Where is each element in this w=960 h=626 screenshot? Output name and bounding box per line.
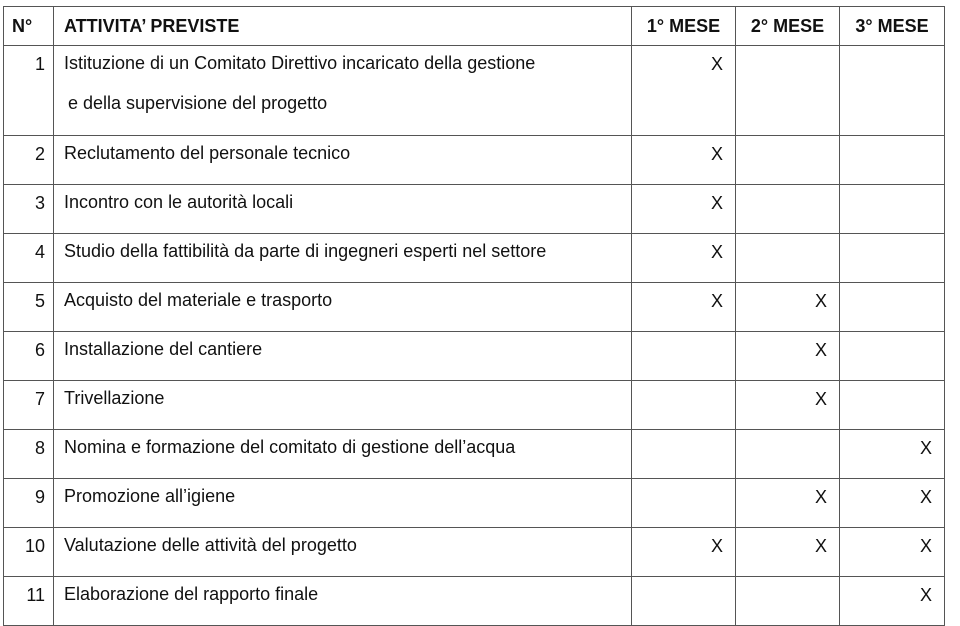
month-2-cell [736,136,840,185]
row-number: 1 [4,46,54,136]
activity-cell [54,528,632,577]
activity-cell [54,577,632,626]
month-3-mark: X [919,438,932,458]
activity-text: Trivellazione [64,388,165,408]
table-row [4,234,945,283]
month-2-cell [736,332,840,381]
table-row [4,46,945,136]
activity-cell [54,479,632,528]
month-2-mark: X [814,291,827,311]
month-1-cell [632,283,736,332]
month-3-cell [840,283,945,332]
month-3-cell [840,136,945,185]
month-1-cell [632,381,736,430]
table-row [4,430,945,479]
activity-text: Reclutamento del personale tecnico [64,143,351,163]
activity-text: Studio della fattibilità da parte di ingegneri esperti nel settore [64,241,547,261]
month-1-cell [632,430,736,479]
table-row [4,381,945,430]
month-2-cell [736,577,840,626]
month-3-cell [840,234,945,283]
month-1-mark: X [710,536,723,556]
activity-text: Istituzione di un Comitato Direttivo incaricato della gestione [64,53,536,73]
row-number: 4 [4,234,54,283]
month-2-cell [736,185,840,234]
month-3-cell [840,332,945,381]
activity-text: Acquisto del materiale e trasporto [64,290,333,310]
header-number: N° [4,7,54,46]
row-number: 10 [4,528,54,577]
activity-cell [54,136,632,185]
activity-schedule-table [3,6,945,626]
table-row [4,136,945,185]
month-2-cell [736,528,840,577]
month-3-cell [840,430,945,479]
activity-text: Nomina e formazione del comitato di gestione dell’acqua [64,437,516,457]
activity-text: Incontro con le autorità locali [64,192,294,212]
month-1-mark: X [710,193,723,213]
month-2-cell [736,234,840,283]
month-3-mark: X [919,487,932,507]
row-number: 6 [4,332,54,381]
row-number: 9 [4,479,54,528]
activity-cell [54,332,632,381]
row-number: 5 [4,283,54,332]
table-row [4,185,945,234]
month-2-mark: X [814,536,827,556]
month-2-mark: X [814,487,827,507]
month-2-mark: X [814,340,827,360]
activity-cell [54,381,632,430]
table-row [4,283,945,332]
table-header-row [4,7,945,46]
month-1-cell [632,528,736,577]
row-number: 11 [4,577,54,626]
activity-text-line-2: e della supervisione del progetto [68,93,328,113]
activity-text: Promozione all’igiene [64,486,236,506]
activity-text: Valutazione delle attività del progetto [64,535,357,555]
header-month-3: 3° MESE [840,7,945,46]
month-3-cell [840,46,945,136]
month-1-mark: X [710,242,723,262]
month-3-cell [840,381,945,430]
month-1-cell [632,185,736,234]
activity-cell [54,234,632,283]
month-3-cell [840,185,945,234]
activity-cell [54,430,632,479]
month-2-mark: X [814,389,827,409]
row-number: 7 [4,381,54,430]
activity-cell [54,185,632,234]
month-1-mark: X [710,291,723,311]
header-activity: ATTIVITA’ PREVISTE [54,7,632,46]
month-1-cell [632,577,736,626]
table-row [4,479,945,528]
month-1-mark: X [710,54,723,74]
row-number: 8 [4,430,54,479]
header-month-1: 1° MESE [632,7,736,46]
row-number: 2 [4,136,54,185]
month-2-cell [736,381,840,430]
table-row [4,577,945,626]
header-month-2: 2° MESE [736,7,840,46]
month-3-mark: X [919,536,932,556]
month-1-cell [632,46,736,136]
month-1-cell [632,332,736,381]
table-body [4,46,945,626]
month-3-cell [840,528,945,577]
month-1-cell [632,234,736,283]
month-1-cell [632,136,736,185]
month-1-mark: X [710,144,723,164]
activity-cell [54,283,632,332]
activity-text: Installazione del cantiere [64,339,263,359]
month-3-mark: X [919,585,932,605]
activity-text: Elaborazione del rapporto finale [64,584,319,604]
month-3-cell [840,479,945,528]
activity-cell [54,46,632,136]
month-2-cell [736,283,840,332]
row-number: 3 [4,185,54,234]
month-1-cell [632,479,736,528]
month-2-cell [736,479,840,528]
month-2-cell [736,430,840,479]
month-3-cell [840,577,945,626]
table-row [4,528,945,577]
table-row [4,332,945,381]
month-2-cell [736,46,840,136]
